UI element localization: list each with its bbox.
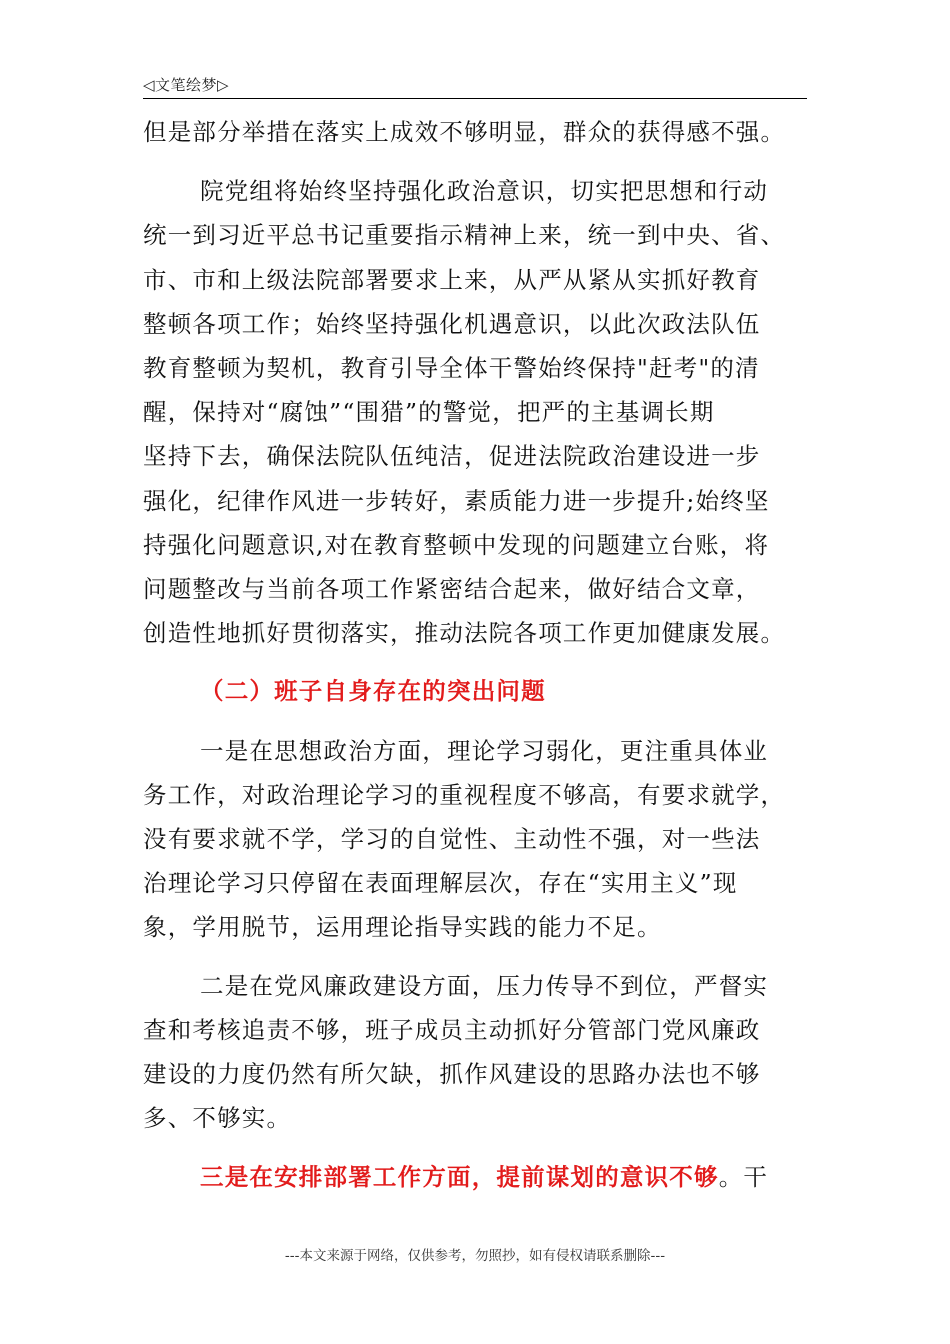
text-line: 教育整顿为契机，教育引导全体干警始终保持"赶考"的清 <box>143 354 760 382</box>
text-line: 坚持下去，确保法院队伍纯洁，促进法院政治建设进一步 <box>143 442 761 470</box>
last-line <box>200 1162 880 1192</box>
text-line: 强化，纪律作风进一步转好，素质能力进一步提升;始终坚 <box>143 487 770 515</box>
last-line-red-part: 三是在安排部署工作方面，提前谋划的意识不够 <box>200 1163 719 1191</box>
text-line: 治理论学习只停留在表面理解层次，存在“实用主义”现 <box>143 869 738 897</box>
last-line-black-part: 。干 <box>718 1163 769 1191</box>
text-line: 醒，保持对“腐蚀”“围猎”的警觉，把严的主基调长期 <box>143 398 715 426</box>
text-line: 查和考核追责不够，班子成员主动抓好分管部门党风廉政 <box>143 1016 761 1044</box>
text-line: 统一到习近平总书记重要指示精神上来，统一到中央、省、 <box>143 221 786 249</box>
footer-disclaimer: ---本文来源于网络，仅供参考，勿照抄，如有侵权请联系删除--- <box>284 1248 666 1264</box>
text-line: 创造性地抓好贯彻落实，推动法院各项工作更加健康发展。 <box>143 619 786 647</box>
text-line: 市、市和上级法院部署要求上来，从严从紧从实抓好教育 <box>143 266 761 294</box>
text-line: 院党组将始终坚持强化政治意识，切实把思想和行动 <box>200 177 769 205</box>
text-line: 务工作，对政治理论学习的重视程度不够高，有要求就学， <box>143 781 786 809</box>
text-line: 多、不够实。 <box>143 1104 292 1132</box>
section-heading: （二）班子自身存在的突出问题 <box>200 677 546 705</box>
text-line: 一是在思想政治方面，理论学习弱化，更注重具体业 <box>200 737 769 765</box>
text-line: 象，学用脱节，运用理论指导实践的能力不足。 <box>143 913 662 941</box>
header-title: ◁文笔绘梦▷ <box>143 76 230 94</box>
text-line: 持强化问题意识,对在教育整顿中发现的问题建立台账，将 <box>143 531 770 559</box>
text-line: 问题整改与当前各项工作紧密结合起来，做好结合文章， <box>143 575 761 603</box>
text-line: 二是在党风廉政建设方面，压力传导不到位，严督实 <box>200 972 769 1000</box>
page-header <box>143 70 807 99</box>
text-line: 建设的力度仍然有所欠缺，抓作风建设的思路办法也不够 <box>143 1060 761 1088</box>
text-line: 没有要求就不学，学习的自觉性、主动性不强，对一些法 <box>143 825 761 853</box>
text-line: 整顿各项工作；始终坚持强化机遇意识，以此次政法队伍 <box>143 310 761 338</box>
text-line: 但是部分举措在落实上成效不够明显，群众的获得感不强。 <box>143 118 786 146</box>
